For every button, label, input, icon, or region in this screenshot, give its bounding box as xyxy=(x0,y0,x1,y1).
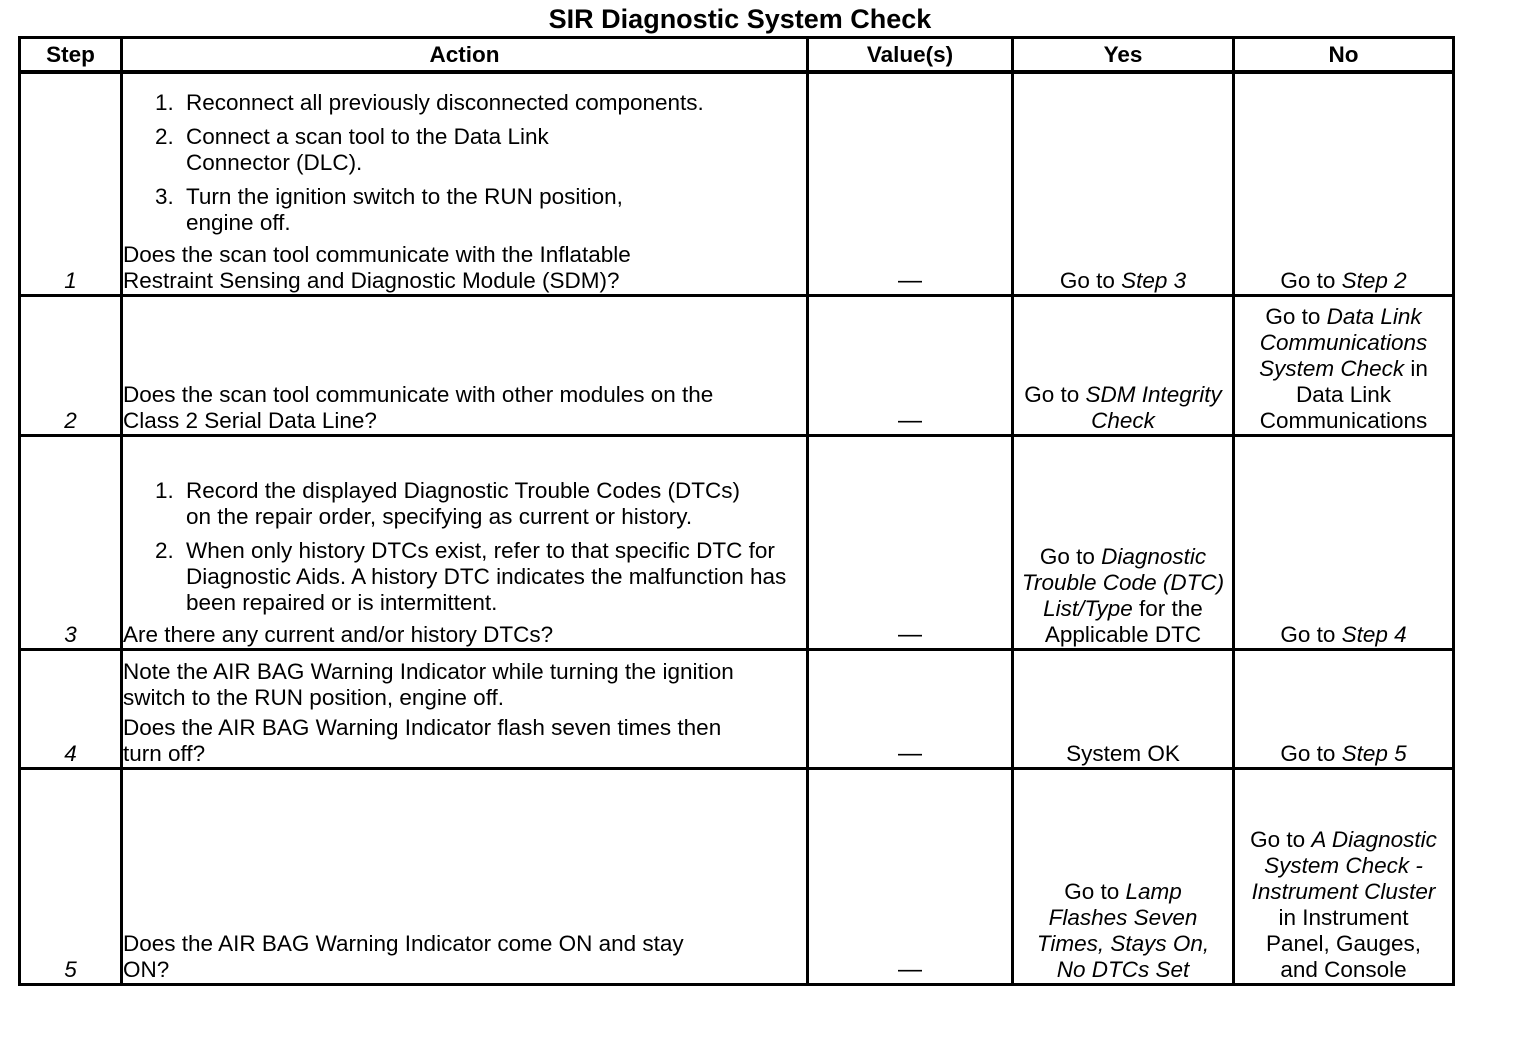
question: Does the AIR BAG Warning Indicator flash seven times then turn off? xyxy=(123,714,722,766)
action-cell xyxy=(122,768,808,984)
step-number: 4 xyxy=(20,649,122,768)
header-values: Value(s) xyxy=(808,38,1013,73)
yes-prefix: Go to xyxy=(1059,267,1122,293)
action-cell xyxy=(122,435,808,649)
value-cell: — xyxy=(808,295,1013,435)
step-number: 3 xyxy=(20,435,122,649)
no-cell xyxy=(1234,649,1454,768)
no-prefix: Go to xyxy=(1280,740,1342,766)
no-suffix: in Data Link Communications xyxy=(1259,355,1428,433)
question: Are there any current and/or history DTCs? xyxy=(123,621,554,647)
note: Note the AIR BAG Warning Indicator while turning the ignition switch to the RUN position, engine off. xyxy=(123,658,734,710)
action-list xyxy=(123,478,806,616)
no-link[interactable]: A Diagnostic System Check - Instrument Cluster xyxy=(1251,826,1437,904)
table-row xyxy=(20,768,1454,984)
action-item: 2. When only history DTCs exist, refer to that specific DTC for Diagnostic Aids. A history DTC indicates the malfunction has been repaired or is intermittent. xyxy=(180,538,796,616)
value-cell: — xyxy=(808,768,1013,984)
yes-cell xyxy=(1013,72,1234,295)
header-row xyxy=(20,38,1454,73)
header-no: No xyxy=(1234,38,1454,73)
header-step: Step xyxy=(20,38,122,73)
no-cell xyxy=(1234,72,1454,295)
no-suffix: in Instrument Panel, Gauges, and Console xyxy=(1265,904,1422,982)
yes-prefix: Go to xyxy=(1024,381,1086,407)
header-action: Action xyxy=(122,38,808,73)
value-cell: — xyxy=(808,435,1013,649)
no-cell xyxy=(1234,768,1454,984)
value-cell: — xyxy=(808,72,1013,295)
no-cell xyxy=(1234,435,1454,649)
question: Does the scan tool communicate with the Inflatable Restraint Sensing and Diagnostic Module (SDM)? xyxy=(123,241,631,293)
table-row xyxy=(20,72,1454,295)
no-cell xyxy=(1234,295,1454,435)
action-item: 1. Record the displayed Diagnostic Trouble Codes (DTCs) on the repair order, specifying as current or history. xyxy=(180,478,746,530)
action-cell xyxy=(122,72,808,295)
action-list xyxy=(123,90,806,236)
step-number: 2 xyxy=(20,295,122,435)
yes-link[interactable]: Step 3 xyxy=(1121,267,1187,293)
no-prefix: Go to xyxy=(1280,621,1342,647)
page-title: SIR Diagnostic System Check xyxy=(548,4,932,34)
action-item: 3. Turn the ignition switch to the RUN position, engine off. xyxy=(180,184,696,236)
no-link[interactable]: Step 5 xyxy=(1341,740,1407,766)
header-yes: Yes xyxy=(1013,38,1234,73)
value-cell: — xyxy=(808,649,1013,768)
no-link[interactable]: Data Link Communications System Check xyxy=(1259,303,1428,381)
action-cell xyxy=(122,295,808,435)
diagnostic-table xyxy=(18,36,1455,986)
question: Does the scan tool communicate with other modules on the Class 2 Serial Data Line? xyxy=(123,381,714,433)
step-number: 1 xyxy=(20,72,122,295)
yes-cell xyxy=(1013,649,1234,768)
table-row xyxy=(20,435,1454,649)
action-item: 2. Connect a scan tool to the Data Link Connector (DLC). xyxy=(180,124,606,176)
yes-prefix: Go to xyxy=(1064,878,1126,904)
no-prefix: Go to xyxy=(1280,267,1342,293)
yes-link[interactable]: SDM Integrity Check xyxy=(1085,381,1222,433)
table-row xyxy=(20,649,1454,768)
question: Does the AIR BAG Warning Indicator come ON and stay ON? xyxy=(123,930,684,982)
yes-cell xyxy=(1013,295,1234,435)
no-link[interactable]: Step 4 xyxy=(1341,621,1407,647)
no-prefix: Go to xyxy=(1265,303,1327,329)
yes-cell xyxy=(1013,768,1234,984)
step-number: 5 xyxy=(20,768,122,984)
yes-prefix: System OK xyxy=(1066,740,1180,766)
action-item: 1. Reconnect all previously disconnected components. xyxy=(180,90,806,116)
yes-cell xyxy=(1013,435,1234,649)
action-cell xyxy=(122,649,808,768)
no-prefix: Go to xyxy=(1250,826,1312,852)
yes-link[interactable]: Lamp Flashes Seven Times, Stays On, No DTCs Set xyxy=(1036,878,1210,982)
yes-link[interactable]: Diagnostic Trouble Code (DTC) List/Type xyxy=(1021,543,1225,621)
yes-prefix: Go to xyxy=(1039,543,1102,569)
table-row xyxy=(20,295,1454,435)
yes-suffix: for the Applicable DTC xyxy=(1044,595,1203,647)
no-link[interactable]: Step 2 xyxy=(1341,267,1407,293)
